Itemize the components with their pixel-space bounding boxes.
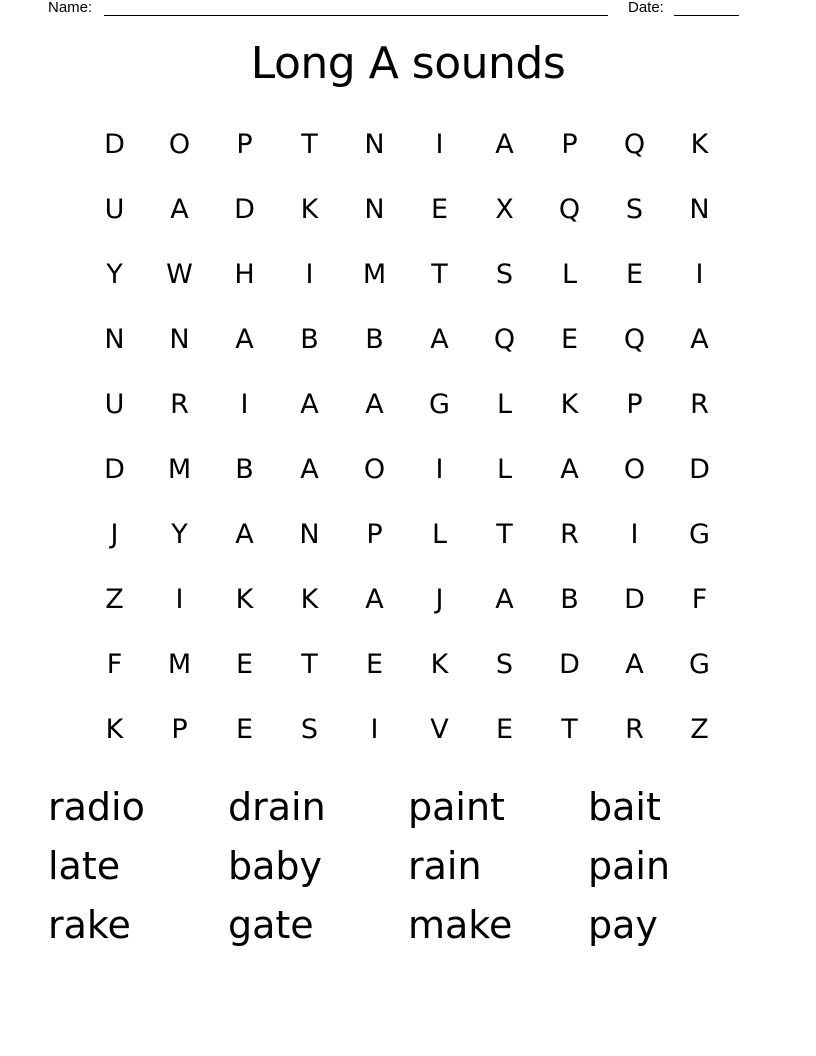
grid-letter: S [300,714,319,745]
grid-letter: J [110,519,119,550]
grid-letter: Q [493,324,516,355]
grid-letter: D [104,129,125,160]
grid-letter: Q [623,324,646,355]
grid-letter: B [560,584,579,615]
grid-letter: G [429,389,450,420]
grid-letter: A [170,194,189,225]
grid-letter: N [169,324,190,355]
grid-letter: I [435,454,444,485]
grid-letter: B [300,324,319,355]
grid-letter: W [166,259,193,290]
page-title: Long A sounds [250,38,566,89]
grid-letter: T [301,649,318,680]
grid-letter: A [690,324,709,355]
grid-letter: E [235,714,254,745]
grid-letter: Y [171,519,188,550]
grid-letter: K [690,129,709,160]
grid-letter: T [431,259,448,290]
grid-letter: A [430,324,449,355]
grid-letter: B [365,324,384,355]
grid-letter: A [560,454,579,485]
word-bank-item: make [408,903,513,947]
grid-letter: A [495,584,514,615]
name-label: Name: [48,0,93,16]
grid-letter: O [168,129,191,160]
grid-letter: Y [106,259,123,290]
grid-letter: A [365,389,384,420]
grid-letter: R [560,519,579,550]
grid-letter: A [300,454,319,485]
grid-letter: V [430,714,449,745]
word-bank-item: late [48,844,121,888]
word-bank-item: rake [48,903,131,947]
word-search-grid [82,112,732,762]
grid-letter: U [104,194,125,225]
grid-letter: R [625,714,644,745]
grid-letter: A [625,649,644,680]
grid-letter: A [365,584,384,615]
word-bank-item: pain [588,844,671,888]
grid-letter: D [559,649,580,680]
word-bank-item: paint [408,785,505,829]
grid-letter: P [561,129,578,160]
grid-letter: L [496,454,513,485]
grid-letter: R [690,389,709,420]
grid-letter: L [496,389,513,420]
grid-letter: Z [105,584,124,615]
grid-letter: A [495,129,514,160]
word-bank [48,778,768,955]
grid-letter: E [495,714,514,745]
grid-letter: K [430,649,449,680]
grid-letter: R [170,389,189,420]
grid-letter: X [495,194,514,225]
grid-letter: P [171,714,188,745]
grid-letter: K [300,194,319,225]
grid-letter: T [561,714,578,745]
name-field-line [104,15,608,16]
grid-letter: E [235,649,254,680]
grid-letter: N [364,194,385,225]
grid-letter: M [362,259,387,290]
grid-letter: O [623,454,646,485]
grid-letter: E [625,259,644,290]
grid-letter: K [300,584,319,615]
grid-letter: I [240,389,249,420]
grid-letter: K [560,389,579,420]
grid-letter: N [689,194,710,225]
grid-letter: L [561,259,578,290]
grid-letter: S [495,649,514,680]
word-bank-item: gate [228,903,314,947]
grid-letter: O [363,454,386,485]
grid-letter: D [234,194,255,225]
grid-letter: M [167,649,192,680]
grid-letter: N [364,129,385,160]
grid-letter: G [689,649,710,680]
grid-letter: T [496,519,513,550]
grid-letter: N [104,324,125,355]
grid-letter: D [689,454,710,485]
grid-letter: N [299,519,320,550]
grid-letter: Z [690,714,709,745]
date-label: Date: [628,0,664,16]
grid-letter: D [624,584,645,615]
grid-letter: F [691,584,708,615]
worksheet-header [0,0,816,20]
grid-letter: I [695,259,704,290]
grid-letter: P [366,519,383,550]
grid-letter: H [234,259,255,290]
grid-letter: I [370,714,379,745]
grid-letter: G [689,519,710,550]
grid-letter: S [495,259,514,290]
word-bank-item: pay [588,903,658,947]
grid-letter: K [235,584,254,615]
grid-letter: F [106,649,123,680]
grid-letter: K [105,714,124,745]
grid-letter: A [300,389,319,420]
date-field-line [674,15,739,16]
grid-letter: T [301,129,318,160]
grid-letter: P [626,389,643,420]
grid-letter: B [235,454,254,485]
grid-letter: S [625,194,644,225]
grid-letter: I [175,584,184,615]
word-bank-item: bait [588,785,661,829]
grid-letter: A [235,324,254,355]
grid-letter: U [104,389,125,420]
word-bank-item: drain [228,785,326,829]
word-bank-item: radio [48,785,145,829]
grid-letter: E [560,324,579,355]
grid-letter: J [435,584,444,615]
grid-letter: Q [558,194,581,225]
grid-letter: A [235,519,254,550]
grid-letter: I [630,519,639,550]
grid-letter: D [104,454,125,485]
grid-letter: P [236,129,253,160]
grid-letter: L [431,519,448,550]
word-bank-item: rain [408,844,482,888]
word-bank-item: baby [228,844,323,888]
grid-letter: I [435,129,444,160]
grid-letter: E [430,194,449,225]
grid-letter: E [365,649,384,680]
grid-letter: M [167,454,192,485]
grid-letter: I [305,259,314,290]
grid-letter: Q [623,129,646,160]
